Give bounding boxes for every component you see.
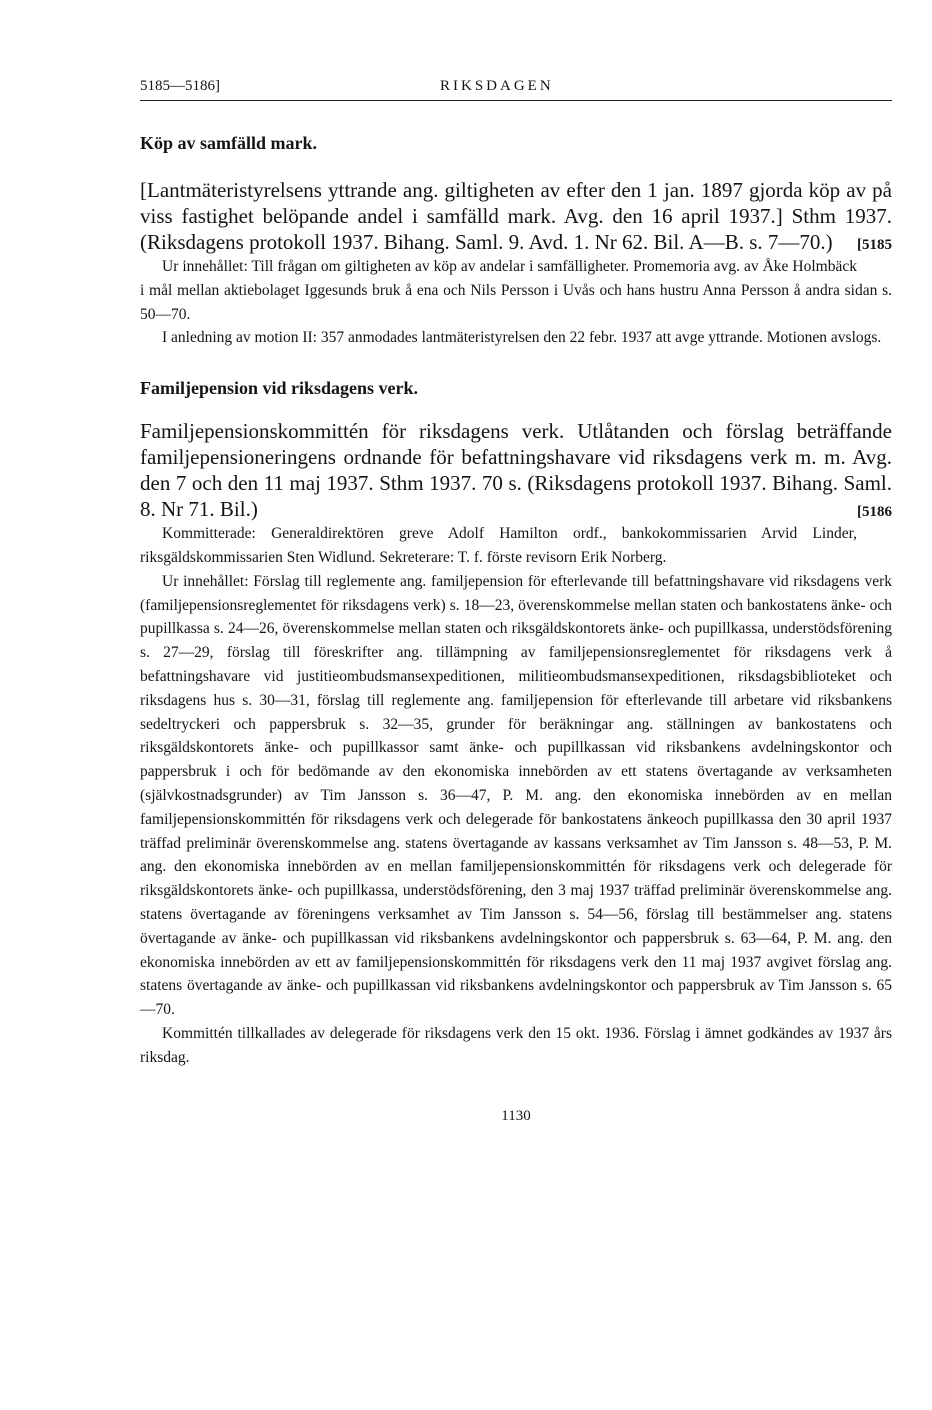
header-page-range: 5185—5186] [140, 78, 220, 94]
entry-heading: Familjepension vid riksdagens verk. [140, 378, 419, 399]
entry-citation [140, 418, 892, 522]
page-number: 1130 [501, 1107, 531, 1124]
entry-contents: Ur innehållet: Förslag till reglemente ang. familjepension för efterlevande till befattningshavare vid riksdagens verk (familjepensionsreglementet för riksdagens verk) s. 18—23, överenskommelse mellan staten och bankostatens änke- och pupillkassa s. 24—26, överenskommelse mellan staten och riksgäldskontorets änke- och pupillkassa, understödsförening s. 27—29, förslag till föreskrifter ang. tillämpning av familjepensionsreglementet för riksdagens verk å befattningshavare vid justitieombudsmansexpeditionen, militieombudsmansexpeditionen, riksdagsbiblioteket och riksdagens hus s. 30—31, förslag till reglemente ang. familjepension för efterlevande till arbetare vid riksbankens sedeltryckeri och pappersbruk s. 32—35, grunder för beräkningar ang. ställningen av bankostatens och riksgäldskontorets änke- och pupillkassor samt änke- och pupillkassan vid riksbankens avdelningskontor och pappersbruk i och för bedömande av den ekonomiska innebörden av ett statens övertagande av verksamheten (självkostnadsgrunder) av Tim Jansson s. 36—47, P. M. ang. den ekonomiska innebörden av en mellan familjepensionskommittén för riksdagens verk och delegerade för bankostatens änkeoch pupillkassa den 30 april 1937 träffad preliminär överenskommelse ang. statens övertagande av kassans verksamhet av Tim Jansson s. 48—53, P. M. ang. den ekonomiska innebörden av en mellan familjepensionskommittén för riksdagens verk och delegerade för riksgäldskontorets änke- och pupillkassa, understödsförening, den 3 maj 1937 träffad preliminär överenskommelse ang. statens övertagande av föreningens verksamhet av Tim Jansson s. 54—56, förslag till bestämmelser ang. statens övertagande av änke- och pupillkassan vid riksbankens avdelningskontor och pappersbruk s. 63—64, P. M. ang. den ekonomiska innebörden av ett av familjepensionskommittén för riksdagens verk den 11 maj 1937 avgivet förslag ang. statens övertagande av änke- och pupillkassan vid riksbankens avdelningskontor och pappersbruk av Tim Jansson s. 65—70. [140, 572, 892, 1019]
entry-contents: Ur innehållet: Till frågan om giltigheten av köp av andelar i samfälligheter. Promemoria avg. av Åke Holmbäck i mål mellan aktiebolaget Iggesunds bruk å ena och Nils Persson i Uvås och hans hustru Anna Persson å andra sidan s. 50—70. [140, 258, 892, 323]
entry-reference-number: [5186 [857, 504, 892, 521]
entry-familjepension [140, 376, 892, 1069]
entry-committee: Kommitterade: Generaldirektören greve Adolf Hamilton ordf., bankokommissarien Arvid Linder, riksgäldskommissarien Sten Widlund. Sekreterare: T. f. förste revisorn Erik Norberg. [140, 525, 857, 566]
header-title: RIKSDAGEN [440, 78, 554, 94]
citation-text: [Lantmäteristyrelsens yttrande ang. giltigheten av efter den 1 jan. 1897 gjorda köp av på viss fastighet belöpande andel i samfälld mark. Avg. den 16 april 1937.] Sthm 1937. (Riksdagens protokoll 1937. Bihang. Saml. 9. Avd. 1. Nr 62. Bil. A—B. s. 7—70.) [140, 178, 892, 254]
citation-text: Familjepensionskommittén för riksdagens verk. Utlåtanden och förslag beträffande familjepensioneringens ordnande för befattningshavare vid riksdagens verk m. m. Avg. den 7 och den 11 maj 1937. Sthm 1937. 70 s. (Riksdagens protokoll 1937. Bihang. Saml. 8. Nr 71. Bil.) [140, 419, 892, 522]
entry-note: Kommittén tillkallades av delegerade för riksdagens verk den 15 okt. 1936. Förslag i ämnet godkändes av 1937 års riksdag. [140, 1024, 892, 1066]
entry-note: I anledning av motion II: 357 anmodades lantmäteristyrelsen den 22 febr. 1937 att avge yttrande. Motionen avslogs. [162, 329, 882, 347]
entry-heading: Köp av samfälld mark. [140, 133, 318, 153]
entry-citation [140, 177, 892, 255]
entry-reference-number: [5185 [857, 237, 892, 253]
running-header [140, 78, 892, 101]
entry-kop-av-samfalld-mark [140, 131, 892, 350]
document-page [140, 78, 892, 1125]
